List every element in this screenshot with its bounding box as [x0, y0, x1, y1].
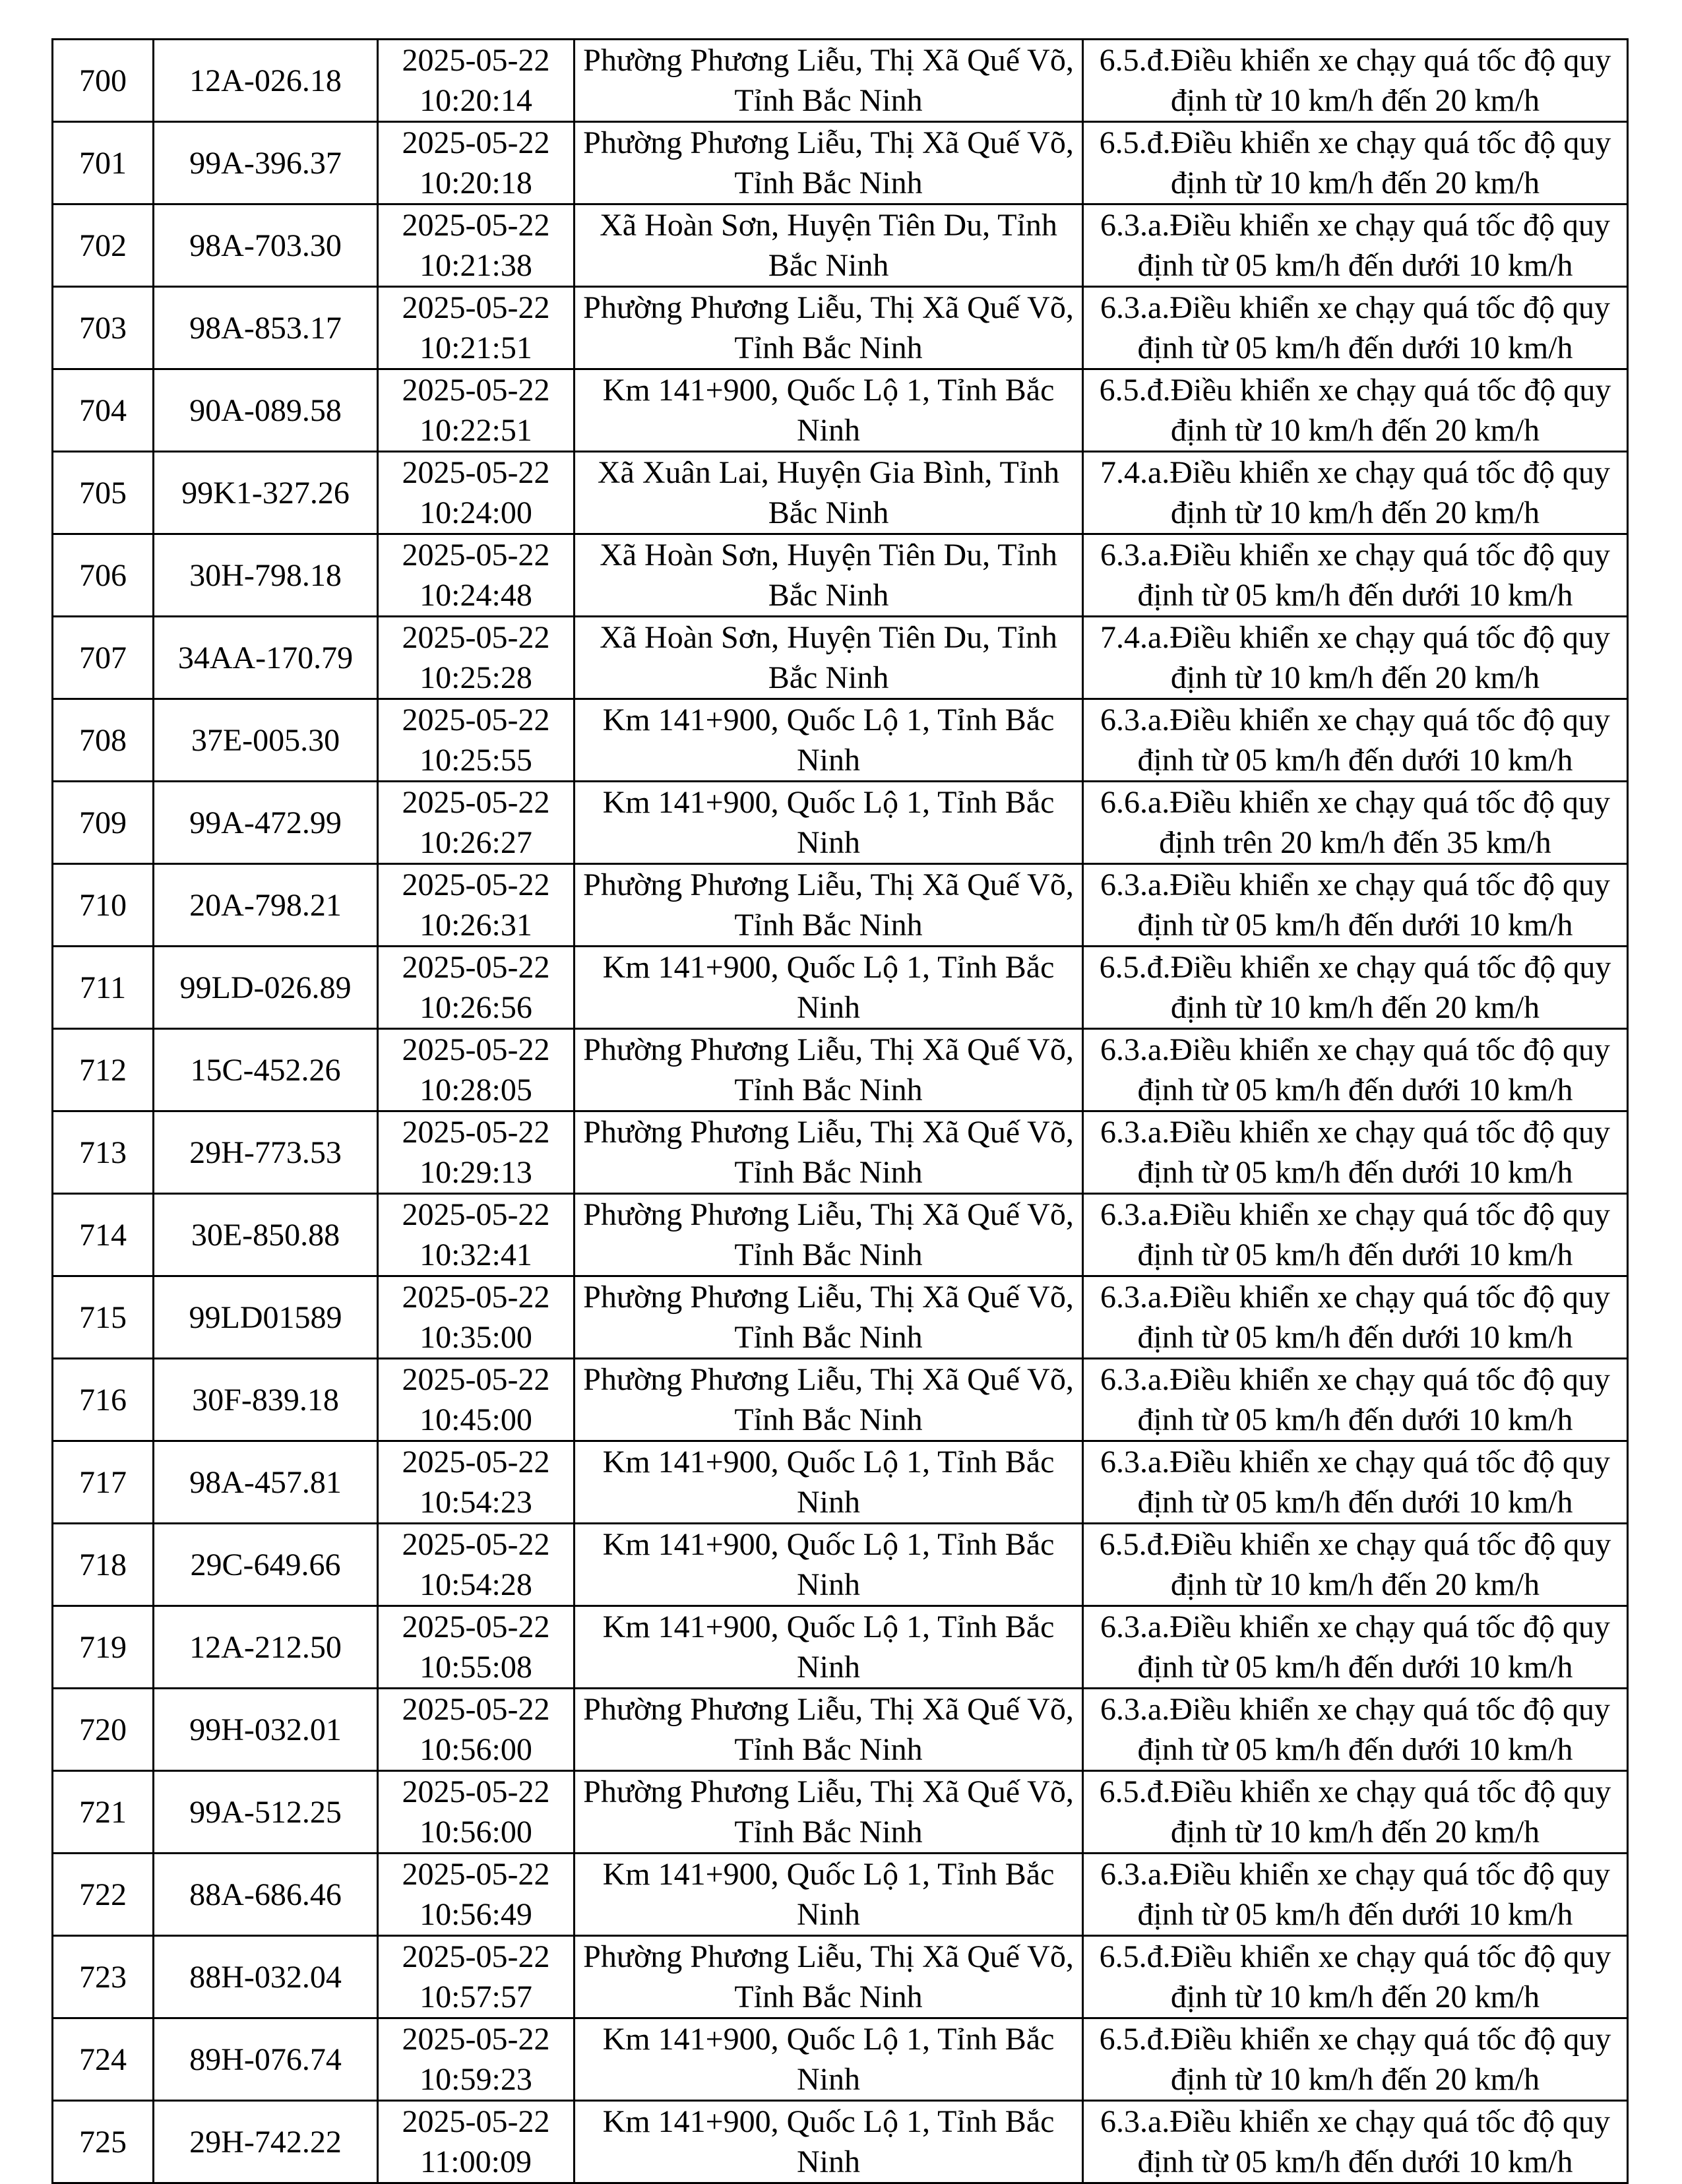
- location-cell: Phường Phương Liễu, Thị Xã Quế Võ, Tỉnh Bắc Ninh: [575, 1029, 1083, 1111]
- timestamp-cell: 2025-05-22 10:25:28: [378, 617, 575, 699]
- violation-cell: 6.3.a.Điều khiển xe chạy quá tốc độ quy định từ 05 km/h đến dưới 10 km/h: [1083, 287, 1628, 369]
- table-row: [53, 452, 1628, 534]
- table-row: [53, 1936, 1628, 2018]
- location-cell: Km 141+900, Quốc Lộ 1, Tỉnh Bắc Ninh: [575, 947, 1083, 1029]
- location-cell: Km 141+900, Quốc Lộ 1, Tỉnh Bắc Ninh: [575, 1441, 1083, 1524]
- license-plate-cell: 99K1-327.26: [154, 452, 378, 534]
- license-plate-cell: 99H-032.01: [154, 1689, 378, 1771]
- timestamp-cell: 2025-05-22 10:56:49: [378, 1854, 575, 1936]
- table-row: [53, 864, 1628, 947]
- row-number-cell: 701: [53, 122, 154, 204]
- violation-cell: 6.5.đ.Điều khiển xe chạy quá tốc độ quy định từ 10 km/h đến 20 km/h: [1083, 40, 1628, 122]
- row-number-cell: 714: [53, 1194, 154, 1276]
- license-plate-cell: 37E-005.30: [154, 699, 378, 782]
- violation-cell: 6.3.a.Điều khiển xe chạy quá tốc độ quy định từ 05 km/h đến dưới 10 km/h: [1083, 1689, 1628, 1771]
- timestamp-cell: 2025-05-22 10:22:51: [378, 369, 575, 452]
- license-plate-cell: 99A-512.25: [154, 1771, 378, 1854]
- row-number-cell: 700: [53, 40, 154, 122]
- location-cell: Km 141+900, Quốc Lộ 1, Tỉnh Bắc Ninh: [575, 782, 1083, 864]
- timestamp-cell: 2025-05-22 10:28:05: [378, 1029, 575, 1111]
- table-row: [53, 369, 1628, 452]
- row-number-cell: 717: [53, 1441, 154, 1524]
- row-number-cell: 702: [53, 204, 154, 287]
- timestamp-cell: 2025-05-22 10:20:18: [378, 122, 575, 204]
- timestamp-cell: 2025-05-22 10:35:00: [378, 1276, 575, 1359]
- row-number-cell: 703: [53, 287, 154, 369]
- location-cell: Phường Phương Liễu, Thị Xã Quế Võ, Tỉnh Bắc Ninh: [575, 40, 1083, 122]
- violations-table: [51, 38, 1629, 2184]
- timestamp-cell: 2025-05-22 10:21:38: [378, 204, 575, 287]
- row-number-cell: 713: [53, 1111, 154, 1194]
- license-plate-cell: 98A-457.81: [154, 1441, 378, 1524]
- table-row: [53, 204, 1628, 287]
- license-plate-cell: 98A-853.17: [154, 287, 378, 369]
- violation-cell: 6.3.a.Điều khiển xe chạy quá tốc độ quy định từ 05 km/h đến dưới 10 km/h: [1083, 204, 1628, 287]
- violation-cell: 6.3.a.Điều khiển xe chạy quá tốc độ quy định từ 05 km/h đến dưới 10 km/h: [1083, 1111, 1628, 1194]
- timestamp-cell: 2025-05-22 10:55:08: [378, 1606, 575, 1689]
- timestamp-cell: 2025-05-22 10:56:00: [378, 1689, 575, 1771]
- violation-cell: 6.3.a.Điều khiển xe chạy quá tốc độ quy định từ 05 km/h đến dưới 10 km/h: [1083, 1359, 1628, 1441]
- table-row: [53, 1359, 1628, 1441]
- row-number-cell: 724: [53, 2018, 154, 2101]
- row-number-cell: 706: [53, 534, 154, 617]
- location-cell: Km 141+900, Quốc Lộ 1, Tỉnh Bắc Ninh: [575, 699, 1083, 782]
- table-row: [53, 1854, 1628, 1936]
- location-cell: Phường Phương Liễu, Thị Xã Quế Võ, Tỉnh Bắc Ninh: [575, 1689, 1083, 1771]
- row-number-cell: 719: [53, 1606, 154, 1689]
- row-number-cell: 722: [53, 1854, 154, 1936]
- location-cell: Km 141+900, Quốc Lộ 1, Tỉnh Bắc Ninh: [575, 2101, 1083, 2183]
- location-cell: Phường Phương Liễu, Thị Xã Quế Võ, Tỉnh Bắc Ninh: [575, 1276, 1083, 1359]
- row-number-cell: 708: [53, 699, 154, 782]
- timestamp-cell: 2025-05-22 10:54:28: [378, 1524, 575, 1606]
- violation-cell: 7.4.a.Điều khiển xe chạy quá tốc độ quy định từ 10 km/h đến 20 km/h: [1083, 617, 1628, 699]
- violation-cell: 6.3.a.Điều khiển xe chạy quá tốc độ quy định từ 05 km/h đến dưới 10 km/h: [1083, 1029, 1628, 1111]
- table-row: [53, 617, 1628, 699]
- timestamp-cell: 2025-05-22 10:26:27: [378, 782, 575, 864]
- license-plate-cell: 15C-452.26: [154, 1029, 378, 1111]
- table-row: [53, 2101, 1628, 2183]
- row-number-cell: 716: [53, 1359, 154, 1441]
- violation-cell: 6.3.a.Điều khiển xe chạy quá tốc độ quy định từ 05 km/h đến dưới 10 km/h: [1083, 864, 1628, 947]
- license-plate-cell: 90A-089.58: [154, 369, 378, 452]
- table-row: [53, 1606, 1628, 1689]
- row-number-cell: 715: [53, 1276, 154, 1359]
- timestamp-cell: 2025-05-22 10:56:00: [378, 1771, 575, 1854]
- license-plate-cell: 29C-649.66: [154, 1524, 378, 1606]
- timestamp-cell: 2025-05-22 10:24:48: [378, 534, 575, 617]
- table-row: [53, 782, 1628, 864]
- table-row: [53, 2018, 1628, 2101]
- location-cell: Km 141+900, Quốc Lộ 1, Tỉnh Bắc Ninh: [575, 1524, 1083, 1606]
- timestamp-cell: 2025-05-22 10:21:51: [378, 287, 575, 369]
- table-row: [53, 1276, 1628, 1359]
- violation-cell: 6.5.đ.Điều khiển xe chạy quá tốc độ quy định từ 10 km/h đến 20 km/h: [1083, 369, 1628, 452]
- timestamp-cell: 2025-05-22 10:25:55: [378, 699, 575, 782]
- table-row: [53, 1111, 1628, 1194]
- license-plate-cell: 30H-798.18: [154, 534, 378, 617]
- location-cell: Xã Xuân Lai, Huyện Gia Bình, Tỉnh Bắc Ninh: [575, 452, 1083, 534]
- license-plate-cell: 29H-742.22: [154, 2101, 378, 2183]
- location-cell: Xã Hoàn Sơn, Huyện Tiên Du, Tỉnh Bắc Ninh: [575, 204, 1083, 287]
- table-row: [53, 1689, 1628, 1771]
- license-plate-cell: 29H-773.53: [154, 1111, 378, 1194]
- violation-cell: 6.3.a.Điều khiển xe chạy quá tốc độ quy định từ 05 km/h đến dưới 10 km/h: [1083, 1276, 1628, 1359]
- license-plate-cell: 99LD01589: [154, 1276, 378, 1359]
- violation-cell: 6.3.a.Điều khiển xe chạy quá tốc độ quy định từ 05 km/h đến dưới 10 km/h: [1083, 1854, 1628, 1936]
- violation-cell: 6.6.a.Điều khiển xe chạy quá tốc độ quy định trên 20 km/h đến 35 km/h: [1083, 782, 1628, 864]
- location-cell: Phường Phương Liễu, Thị Xã Quế Võ, Tỉnh Bắc Ninh: [575, 1194, 1083, 1276]
- location-cell: Phường Phương Liễu, Thị Xã Quế Võ, Tỉnh Bắc Ninh: [575, 864, 1083, 947]
- violation-cell: 6.5.đ.Điều khiển xe chạy quá tốc độ quy định từ 10 km/h đến 20 km/h: [1083, 1524, 1628, 1606]
- license-plate-cell: 88A-686.46: [154, 1854, 378, 1936]
- location-cell: Km 141+900, Quốc Lộ 1, Tỉnh Bắc Ninh: [575, 2018, 1083, 2101]
- license-plate-cell: 99A-396.37: [154, 122, 378, 204]
- table-row: [53, 1194, 1628, 1276]
- row-number-cell: 718: [53, 1524, 154, 1606]
- row-number-cell: 725: [53, 2101, 154, 2183]
- location-cell: Phường Phương Liễu, Thị Xã Quế Võ, Tỉnh Bắc Ninh: [575, 1936, 1083, 2018]
- license-plate-cell: 30E-850.88: [154, 1194, 378, 1276]
- row-number-cell: 721: [53, 1771, 154, 1854]
- table-row: [53, 1771, 1628, 1854]
- violation-cell: 6.3.a.Điều khiển xe chạy quá tốc độ quy định từ 05 km/h đến dưới 10 km/h: [1083, 699, 1628, 782]
- timestamp-cell: 2025-05-22 10:24:00: [378, 452, 575, 534]
- timestamp-cell: 2025-05-22 10:54:23: [378, 1441, 575, 1524]
- location-cell: Phường Phương Liễu, Thị Xã Quế Võ, Tỉnh Bắc Ninh: [575, 1111, 1083, 1194]
- location-cell: Phường Phương Liễu, Thị Xã Quế Võ, Tỉnh Bắc Ninh: [575, 122, 1083, 204]
- license-plate-cell: 98A-703.30: [154, 204, 378, 287]
- violation-cell: 6.3.a.Điều khiển xe chạy quá tốc độ quy định từ 05 km/h đến dưới 10 km/h: [1083, 534, 1628, 617]
- violation-cell: 7.4.a.Điều khiển xe chạy quá tốc độ quy định từ 10 km/h đến 20 km/h: [1083, 452, 1628, 534]
- license-plate-cell: 99A-472.99: [154, 782, 378, 864]
- table-row: [53, 122, 1628, 204]
- violation-cell: 6.5.đ.Điều khiển xe chạy quá tốc độ quy định từ 10 km/h đến 20 km/h: [1083, 947, 1628, 1029]
- license-plate-cell: 89H-076.74: [154, 2018, 378, 2101]
- license-plate-cell: 99LD-026.89: [154, 947, 378, 1029]
- table-row: [53, 40, 1628, 122]
- location-cell: Xã Hoàn Sơn, Huyện Tiên Du, Tỉnh Bắc Ninh: [575, 534, 1083, 617]
- timestamp-cell: 2025-05-22 10:29:13: [378, 1111, 575, 1194]
- license-plate-cell: 12A-212.50: [154, 1606, 378, 1689]
- row-number-cell: 704: [53, 369, 154, 452]
- row-number-cell: 710: [53, 864, 154, 947]
- violation-cell: 6.3.a.Điều khiển xe chạy quá tốc độ quy định từ 05 km/h đến dưới 10 km/h: [1083, 2101, 1628, 2183]
- table-row: [53, 947, 1628, 1029]
- location-cell: Xã Hoàn Sơn, Huyện Tiên Du, Tỉnh Bắc Ninh: [575, 617, 1083, 699]
- violation-cell: 6.5.đ.Điều khiển xe chạy quá tốc độ quy định từ 10 km/h đến 20 km/h: [1083, 1936, 1628, 2018]
- timestamp-cell: 2025-05-22 10:26:31: [378, 864, 575, 947]
- license-plate-cell: 12A-026.18: [154, 40, 378, 122]
- row-number-cell: 705: [53, 452, 154, 534]
- location-cell: Km 141+900, Quốc Lộ 1, Tỉnh Bắc Ninh: [575, 1854, 1083, 1936]
- violation-cell: 6.5.đ.Điều khiển xe chạy quá tốc độ quy định từ 10 km/h đến 20 km/h: [1083, 122, 1628, 204]
- location-cell: Phường Phương Liễu, Thị Xã Quế Võ, Tỉnh Bắc Ninh: [575, 287, 1083, 369]
- table-row: [53, 1524, 1628, 1606]
- timestamp-cell: 2025-05-22 10:57:57: [378, 1936, 575, 2018]
- violation-cell: 6.5.đ.Điều khiển xe chạy quá tốc độ quy định từ 10 km/h đến 20 km/h: [1083, 2018, 1628, 2101]
- license-plate-cell: 34AA-170.79: [154, 617, 378, 699]
- table-row: [53, 699, 1628, 782]
- violation-cell: 6.3.a.Điều khiển xe chạy quá tốc độ quy định từ 05 km/h đến dưới 10 km/h: [1083, 1441, 1628, 1524]
- location-cell: Phường Phương Liễu, Thị Xã Quế Võ, Tỉnh Bắc Ninh: [575, 1359, 1083, 1441]
- timestamp-cell: 2025-05-22 10:26:56: [378, 947, 575, 1029]
- row-number-cell: 707: [53, 617, 154, 699]
- timestamp-cell: 2025-05-22 10:59:23: [378, 2018, 575, 2101]
- timestamp-cell: 2025-05-22 10:32:41: [378, 1194, 575, 1276]
- timestamp-cell: 2025-05-22 10:20:14: [378, 40, 575, 122]
- table-row: [53, 1029, 1628, 1111]
- timestamp-cell: 2025-05-22 10:45:00: [378, 1359, 575, 1441]
- license-plate-cell: 30F-839.18: [154, 1359, 378, 1441]
- row-number-cell: 720: [53, 1689, 154, 1771]
- table-row: [53, 287, 1628, 369]
- table-row: [53, 534, 1628, 617]
- license-plate-cell: 20A-798.21: [154, 864, 378, 947]
- license-plate-cell: 88H-032.04: [154, 1936, 378, 2018]
- violation-cell: 6.5.đ.Điều khiển xe chạy quá tốc độ quy định từ 10 km/h đến 20 km/h: [1083, 1771, 1628, 1854]
- row-number-cell: 709: [53, 782, 154, 864]
- timestamp-cell: 2025-05-22 11:00:09: [378, 2101, 575, 2183]
- location-cell: Km 141+900, Quốc Lộ 1, Tỉnh Bắc Ninh: [575, 1606, 1083, 1689]
- violation-cell: 6.3.a.Điều khiển xe chạy quá tốc độ quy định từ 05 km/h đến dưới 10 km/h: [1083, 1606, 1628, 1689]
- violation-cell: 6.3.a.Điều khiển xe chạy quá tốc độ quy định từ 05 km/h đến dưới 10 km/h: [1083, 1194, 1628, 1276]
- row-number-cell: 711: [53, 947, 154, 1029]
- location-cell: Phường Phương Liễu, Thị Xã Quế Võ, Tỉnh Bắc Ninh: [575, 1771, 1083, 1854]
- row-number-cell: 723: [53, 1936, 154, 2018]
- location-cell: Km 141+900, Quốc Lộ 1, Tỉnh Bắc Ninh: [575, 369, 1083, 452]
- table-row: [53, 1441, 1628, 1524]
- violations-table-body: [53, 40, 1628, 2183]
- row-number-cell: 712: [53, 1029, 154, 1111]
